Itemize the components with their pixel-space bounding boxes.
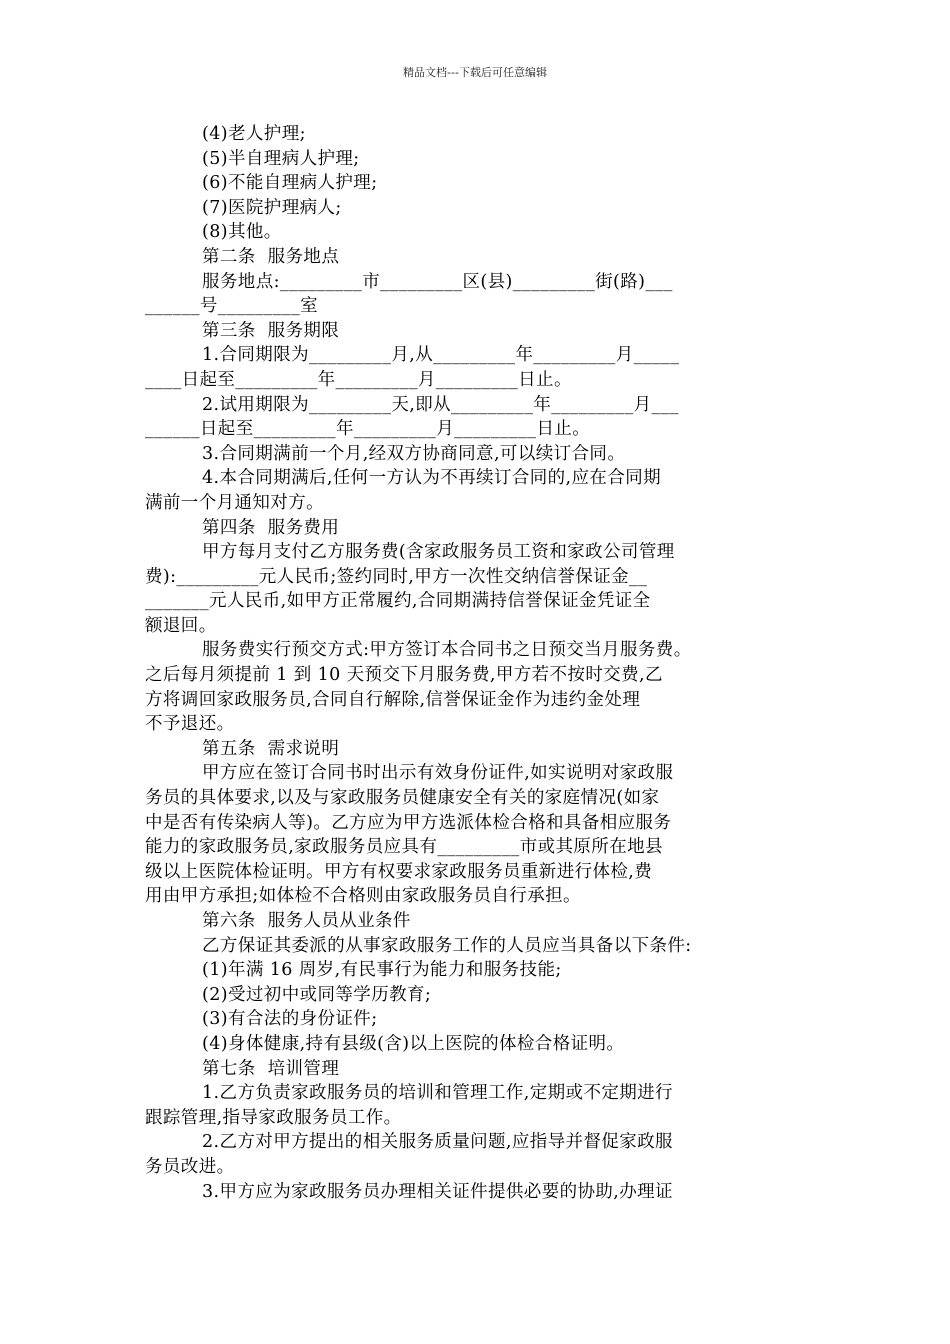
text-line: (1)年满 16 周岁,有民事行为能力和服务技能; [202,960,562,981]
text-line: _______元人民币,如甲方正常履约,合同期满持信誉保证金凭证全 [145,591,651,612]
text-line: 中是否有传染病人等)。乙方应为甲方选派体检合格和具备相应服务 [145,812,672,833]
text-line: 服务费实行预交方式:甲方签订本合同书之日预交当月服务费。 [202,640,692,661]
text-line: 服务地点:_________市_________区(县)_________街(路)___ [202,271,673,292]
text-line: 乙方保证其委派的从事家政服务工作的人员应当具备以下条件: [202,935,692,956]
text-line: (4)老人护理; [202,124,306,144]
text-line: 2.乙方对甲方提出的相关服务质量问题,应指导并督促家政服 [202,1132,673,1153]
text-line: (7)医院护理病人; [202,197,342,218]
text-line: (2)受过初中或同等学历教育; [202,984,432,1005]
text-line: 第五条 需求说明 [202,738,340,759]
text-line: 1.合同期限为_________月,从_________年_________月_____ [202,345,680,366]
text-line: 务员改进。 [145,1156,235,1177]
text-line: (5)半自理病人护理; [202,148,360,169]
text-line: 第六条 服务人员从业条件 [202,911,411,931]
text-line: 之后每月须提前 1 到 10 天预交下月服务费,甲方若不按时交费,乙 [145,665,663,686]
text-line: 3.合同期满前一个月,经双方协商同意,可以续订合同。 [202,443,626,464]
text-line: (3)有合法的身份证件; [202,1009,378,1030]
text-line: 第七条 培训管理 [202,1058,340,1079]
text-line: 2.试用期限为_________天,即从_________年_________月___ [202,394,679,415]
text-line: 级以上医院体检证明。甲方有权要求家政服务员重新进行体检,费 [145,861,653,882]
text-line: (8)其他。 [202,222,282,243]
text-line: 能力的家政服务员,家政服务员应具有_________市或其原所在地县 [145,837,663,858]
text-line: 甲方每月支付乙方服务费(含家政服务员工资和家政公司管理 [202,542,675,563]
document-body [145,122,809,1204]
text-line: ______号_________室 [145,296,319,317]
text-line: 3.甲方应为家政服务员办理相关证件提供必要的协助,办理证 [202,1181,673,1202]
text-line: 1.乙方负责家政服务员的培训和管理工作,定期或不定期进行 [202,1083,673,1104]
text-line: (6)不能自理病人护理; [202,173,378,194]
text-line: ______日起至_________年_________月_________日止。 [145,419,591,440]
text-line: (4)身体健康,持有县级(含)以上医院的体检合格证明。 [202,1033,625,1054]
text-line: 甲方应在签订合同书时出示有效身份证件,如实说明对家政服 [202,763,674,784]
text-line: 费):_________元人民币;签约同时,甲方一次性交纳信誉保证金__ [145,566,648,587]
text-line: 第三条 服务期限 [202,320,340,341]
text-line: 满前一个月通知对方。 [145,492,324,513]
text-line: 4.本合同期满后,任何一方认为不再续订合同的,应在合同期 [202,468,662,489]
text-line: 不予退还。 [145,714,235,735]
text-line: 方将调回家政服务员,合同自行解除,信誉保证金作为违约金处理 [145,689,641,710]
text-line: 务员的具体要求,以及与家政服务员健康安全有关的家庭情况(如家 [145,788,660,809]
text-line: 第二条 服务地点 [202,246,340,267]
text-line: 用由甲方承担;如体检不合格则由家政服务员自行承担。 [145,886,581,907]
text-line: 第四条 服务费用 [202,517,340,538]
text-line: 额退回。 [145,615,217,636]
text-line: 跟踪管理,指导家政服务员工作。 [145,1107,402,1128]
page-header: 精品文档---下载后可任意编辑 [403,66,547,79]
text-line: ____日起至_________年_________月_________日止。 [145,369,572,390]
